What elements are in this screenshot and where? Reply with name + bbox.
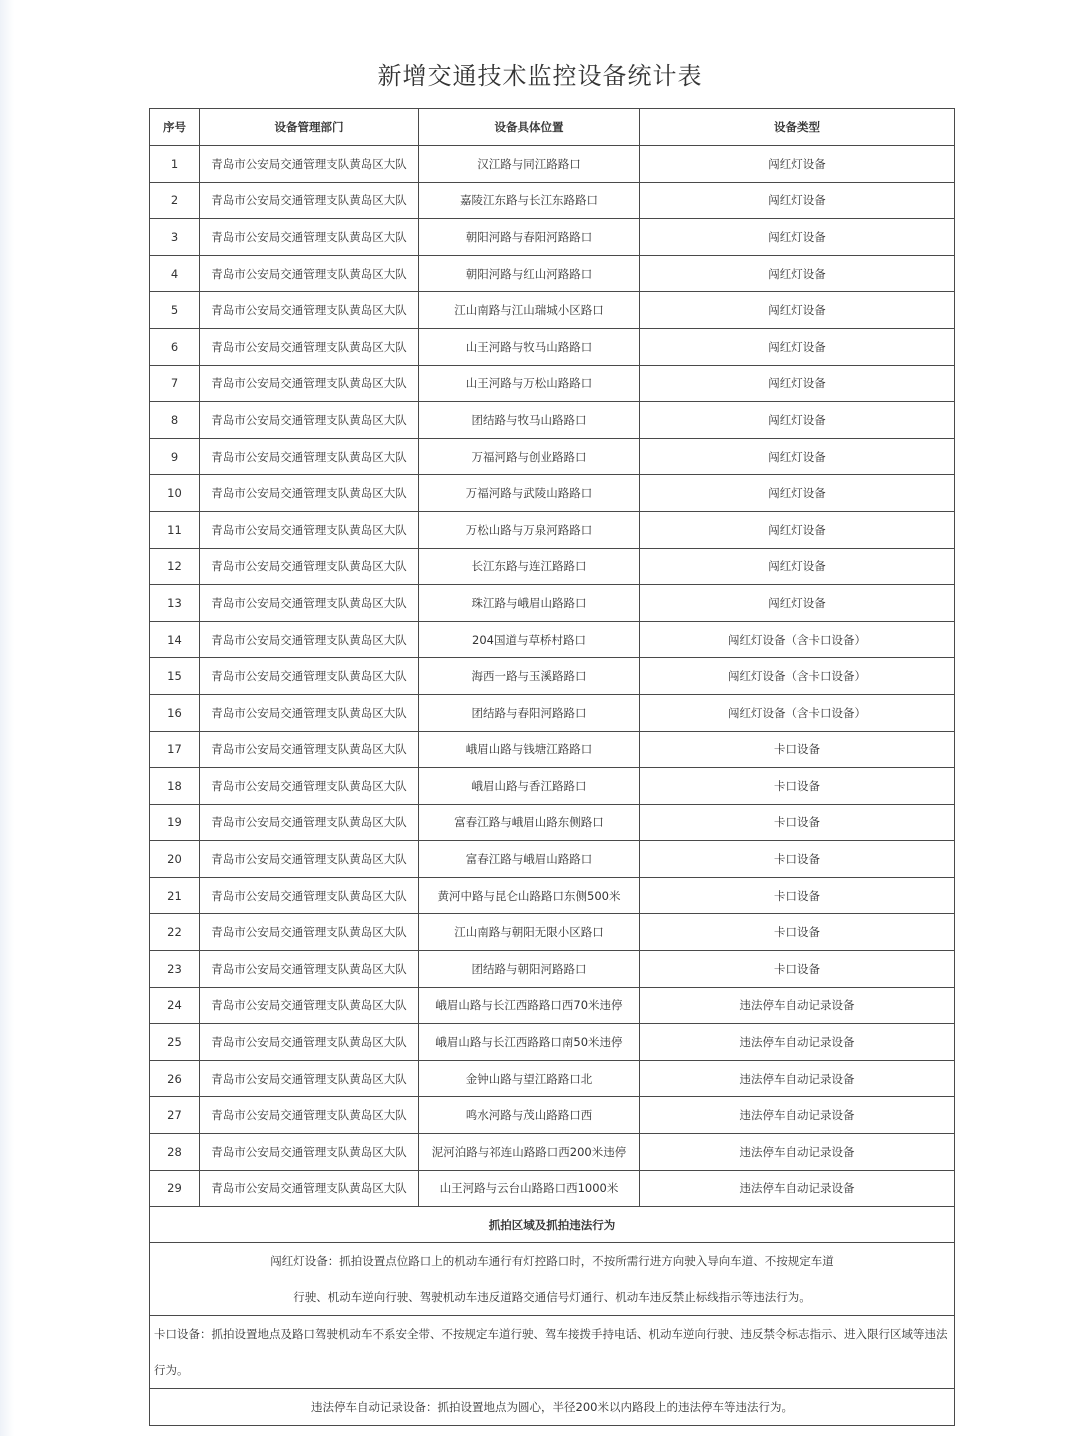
- cell-type: 闯红灯设备: [640, 548, 955, 585]
- cell-dept: 青岛市公安局交通管理支队黄岛区大队: [200, 219, 419, 256]
- cell-no: 9: [150, 438, 200, 475]
- cell-no: 21: [150, 877, 200, 914]
- cell-location: 汉江路与同江路路口: [419, 146, 640, 183]
- table-row: [150, 1097, 955, 1134]
- cell-no: 7: [150, 365, 200, 402]
- table-row: [150, 292, 955, 329]
- cell-dept: 青岛市公安局交通管理支队黄岛区大队: [200, 877, 419, 914]
- cell-dept: 青岛市公安局交通管理支队黄岛区大队: [200, 548, 419, 585]
- cell-location: 嘉陵江东路与长江东路路口: [419, 182, 640, 219]
- cell-type: 违法停车自动记录设备: [640, 1170, 955, 1207]
- cell-dept: 青岛市公安局交通管理支队黄岛区大队: [200, 585, 419, 622]
- cell-location: 鸣水河路与茂山路路口西: [419, 1097, 640, 1134]
- table-row: [150, 219, 955, 256]
- cell-no: 25: [150, 1024, 200, 1061]
- cell-location: 万福河路与武陵山路路口: [419, 475, 640, 512]
- cell-no: 29: [150, 1170, 200, 1207]
- table-row: [150, 475, 955, 512]
- cell-no: 20: [150, 841, 200, 878]
- cell-no: 12: [150, 548, 200, 585]
- table-row: [150, 841, 955, 878]
- cell-no: 15: [150, 658, 200, 695]
- table-row: [150, 438, 955, 475]
- cell-type: 闯红灯设备: [640, 328, 955, 365]
- cell-type: 卡口设备: [640, 768, 955, 805]
- cell-location: 山王河路与云台山路路口西1000米: [419, 1170, 640, 1207]
- cell-type: 闯红灯设备: [640, 475, 955, 512]
- cell-dept: 青岛市公安局交通管理支队黄岛区大队: [200, 1097, 419, 1134]
- cell-no: 4: [150, 255, 200, 292]
- cell-location: 黄河中路与昆仑山路路口东侧500米: [419, 877, 640, 914]
- cell-dept: 青岛市公安局交通管理支队黄岛区大队: [200, 511, 419, 548]
- cell-location: 江山南路与朝阳无限小区路口: [419, 914, 640, 951]
- cell-type: 闯红灯设备: [640, 365, 955, 402]
- table-row: [150, 548, 955, 585]
- cell-no: 17: [150, 731, 200, 768]
- cell-no: 19: [150, 804, 200, 841]
- cell-dept: 青岛市公安局交通管理支队黄岛区大队: [200, 621, 419, 658]
- cell-location: 204国道与草桥村路口: [419, 621, 640, 658]
- note-row-parking: [150, 1389, 955, 1426]
- cell-type: 闯红灯设备: [640, 438, 955, 475]
- cell-no: 23: [150, 951, 200, 988]
- table-row: [150, 365, 955, 402]
- cell-no: 5: [150, 292, 200, 329]
- cell-dept: 青岛市公安局交通管理支队黄岛区大队: [200, 475, 419, 512]
- table-row: [150, 182, 955, 219]
- cell-dept: 青岛市公安局交通管理支队黄岛区大队: [200, 255, 419, 292]
- table-row: [150, 987, 955, 1024]
- cell-no: 3: [150, 219, 200, 256]
- cell-dept: 青岛市公安局交通管理支队黄岛区大队: [200, 914, 419, 951]
- table-row: [150, 1134, 955, 1171]
- table-row: [150, 877, 955, 914]
- table-body: [150, 146, 955, 1207]
- cell-no: 14: [150, 621, 200, 658]
- cell-dept: 青岛市公安局交通管理支队黄岛区大队: [200, 146, 419, 183]
- cell-dept: 青岛市公安局交通管理支队黄岛区大队: [200, 987, 419, 1024]
- cell-type: 违法停车自动记录设备: [640, 1024, 955, 1061]
- cell-location: 江山南路与江山瑞城小区路口: [419, 292, 640, 329]
- table-row: [150, 658, 955, 695]
- cell-type: 闯红灯设备: [640, 402, 955, 439]
- cell-location: 长江东路与连江路路口: [419, 548, 640, 585]
- note-row-checkpoint: [150, 1316, 955, 1389]
- table-header-row: [150, 109, 955, 146]
- cell-no: 24: [150, 987, 200, 1024]
- table-row: [150, 621, 955, 658]
- cell-no: 1: [150, 146, 200, 183]
- cell-type: 闯红灯设备: [640, 182, 955, 219]
- cell-dept: 青岛市公安局交通管理支队黄岛区大队: [200, 951, 419, 988]
- table-row: [150, 511, 955, 548]
- cell-location: 珠江路与峨眉山路路口: [419, 585, 640, 622]
- cell-location: 泥河泊路与祁连山路路口西200米违停: [419, 1134, 640, 1171]
- table-row: [150, 914, 955, 951]
- table-row: [150, 804, 955, 841]
- page-title: 新增交通技术监控设备统计表: [377, 62, 703, 90]
- table-row: [150, 328, 955, 365]
- page-edge-shade: [0, 0, 14, 1436]
- cell-dept: 青岛市公安局交通管理支队黄岛区大队: [200, 1024, 419, 1061]
- cell-no: 8: [150, 402, 200, 439]
- cell-no: 26: [150, 1060, 200, 1097]
- table-row: [150, 255, 955, 292]
- table-row: [150, 402, 955, 439]
- cell-location: 朝阳河路与红山河路路口: [419, 255, 640, 292]
- cell-type: 卡口设备: [640, 731, 955, 768]
- cell-location: 峨眉山路与长江西路路口南50米违停: [419, 1024, 640, 1061]
- table-row: [150, 585, 955, 622]
- cell-type: 闯红灯设备: [640, 255, 955, 292]
- cell-type: 闯红灯设备（含卡口设备）: [640, 694, 955, 731]
- cell-dept: 青岛市公安局交通管理支队黄岛区大队: [200, 841, 419, 878]
- table-row: [150, 731, 955, 768]
- cell-dept: 青岛市公安局交通管理支队黄岛区大队: [200, 768, 419, 805]
- note-red-light: 闯红灯设备：抓拍设置点位路口上的机动车通行有灯控路口时，不按所需行进方向驶入导向车道、不按规定车道行驶、机动车逆向行驶、驾驶机动车违反道路交通信号灯通行、机动车违反禁止标线指示等违法行为。: [150, 1243, 955, 1316]
- cell-location: 团结路与朝阳河路路口: [419, 951, 640, 988]
- note-row-red-light: [150, 1243, 955, 1316]
- cell-dept: 青岛市公安局交通管理支队黄岛区大队: [200, 1134, 419, 1171]
- header-dept: 设备管理部门: [200, 109, 419, 146]
- note-checkpoint: 卡口设备：抓拍设置地点及路口驾驶机动车不系安全带、不按规定车道行驶、驾车接拨手持电话、机动车逆向行驶、违反禁令标志指示、进入限行区域等违法行为。: [150, 1316, 955, 1389]
- header-type: 设备类型: [640, 109, 955, 146]
- cell-dept: 青岛市公安局交通管理支队黄岛区大队: [200, 365, 419, 402]
- table-row: [150, 694, 955, 731]
- table-row: [150, 1060, 955, 1097]
- cell-no: 2: [150, 182, 200, 219]
- cell-dept: 青岛市公安局交通管理支队黄岛区大队: [200, 328, 419, 365]
- header-location: 设备具体位置: [419, 109, 640, 146]
- cell-dept: 青岛市公安局交通管理支队黄岛区大队: [200, 658, 419, 695]
- cell-location: 海西一路与玉溪路路口: [419, 658, 640, 695]
- cell-no: 16: [150, 694, 200, 731]
- cell-dept: 青岛市公安局交通管理支队黄岛区大队: [200, 182, 419, 219]
- cell-type: 闯红灯设备: [640, 511, 955, 548]
- cell-no: 27: [150, 1097, 200, 1134]
- table-row: [150, 768, 955, 805]
- cell-location: 万福河路与创业路路口: [419, 438, 640, 475]
- cell-no: 11: [150, 511, 200, 548]
- cell-type: 闯红灯设备: [640, 292, 955, 329]
- cell-dept: 青岛市公安局交通管理支队黄岛区大队: [200, 694, 419, 731]
- cell-type: 卡口设备: [640, 841, 955, 878]
- cell-location: 富春江路与峨眉山路东侧路口: [419, 804, 640, 841]
- cell-type: 违法停车自动记录设备: [640, 987, 955, 1024]
- cell-location: 万松山路与万泉河路路口: [419, 511, 640, 548]
- cell-no: 22: [150, 914, 200, 951]
- cell-location: 峨眉山路与香江路路口: [419, 768, 640, 805]
- cell-location: 峨眉山路与钱塘江路路口: [419, 731, 640, 768]
- cell-location: 山王河路与牧马山路路口: [419, 328, 640, 365]
- cell-location: 富春江路与峨眉山路路口: [419, 841, 640, 878]
- cell-no: 28: [150, 1134, 200, 1171]
- cell-dept: 青岛市公安局交通管理支队黄岛区大队: [200, 1060, 419, 1097]
- cell-dept: 青岛市公安局交通管理支队黄岛区大队: [200, 731, 419, 768]
- note-parking: 违法停车自动记录设备：抓拍设置地点为圆心，半径200米以内路段上的违法停车等违法行为。: [150, 1389, 955, 1426]
- cell-no: 6: [150, 328, 200, 365]
- cell-type: 卡口设备: [640, 877, 955, 914]
- cell-type: 卡口设备: [640, 914, 955, 951]
- cell-type: 卡口设备: [640, 804, 955, 841]
- cell-location: 金钟山路与望江路路口北: [419, 1060, 640, 1097]
- table-row: [150, 951, 955, 988]
- cell-location: 团结路与牧马山路路口: [419, 402, 640, 439]
- device-stats-table: [149, 108, 955, 1426]
- table-row: [150, 1024, 955, 1061]
- cell-type: 违法停车自动记录设备: [640, 1134, 955, 1171]
- table-row: [150, 1170, 955, 1207]
- section-header-row: [150, 1207, 955, 1243]
- cell-type: 卡口设备: [640, 951, 955, 988]
- cell-dept: 青岛市公安局交通管理支队黄岛区大队: [200, 438, 419, 475]
- header-no: 序号: [150, 109, 200, 146]
- cell-no: 10: [150, 475, 200, 512]
- cell-type: 违法停车自动记录设备: [640, 1060, 955, 1097]
- cell-type: 闯红灯设备: [640, 146, 955, 183]
- cell-type: 违法停车自动记录设备: [640, 1097, 955, 1134]
- cell-no: 18: [150, 768, 200, 805]
- cell-type: 闯红灯设备: [640, 585, 955, 622]
- cell-no: 13: [150, 585, 200, 622]
- section-title: 抓拍区域及抓拍违法行为: [150, 1207, 955, 1243]
- cell-location: 朝阳河路与春阳河路路口: [419, 219, 640, 256]
- cell-type: 闯红灯设备（含卡口设备）: [640, 621, 955, 658]
- cell-dept: 青岛市公安局交通管理支队黄岛区大队: [200, 402, 419, 439]
- table-row: [150, 146, 955, 183]
- cell-dept: 青岛市公安局交通管理支队黄岛区大队: [200, 292, 419, 329]
- cell-type: 闯红灯设备（含卡口设备）: [640, 658, 955, 695]
- cell-location: 峨眉山路与长江西路路口西70米违停: [419, 987, 640, 1024]
- cell-dept: 青岛市公安局交通管理支队黄岛区大队: [200, 1170, 419, 1207]
- cell-dept: 青岛市公安局交通管理支队黄岛区大队: [200, 804, 419, 841]
- cell-location: 团结路与春阳河路路口: [419, 694, 640, 731]
- cell-location: 山王河路与万松山路路口: [419, 365, 640, 402]
- cell-type: 闯红灯设备: [640, 219, 955, 256]
